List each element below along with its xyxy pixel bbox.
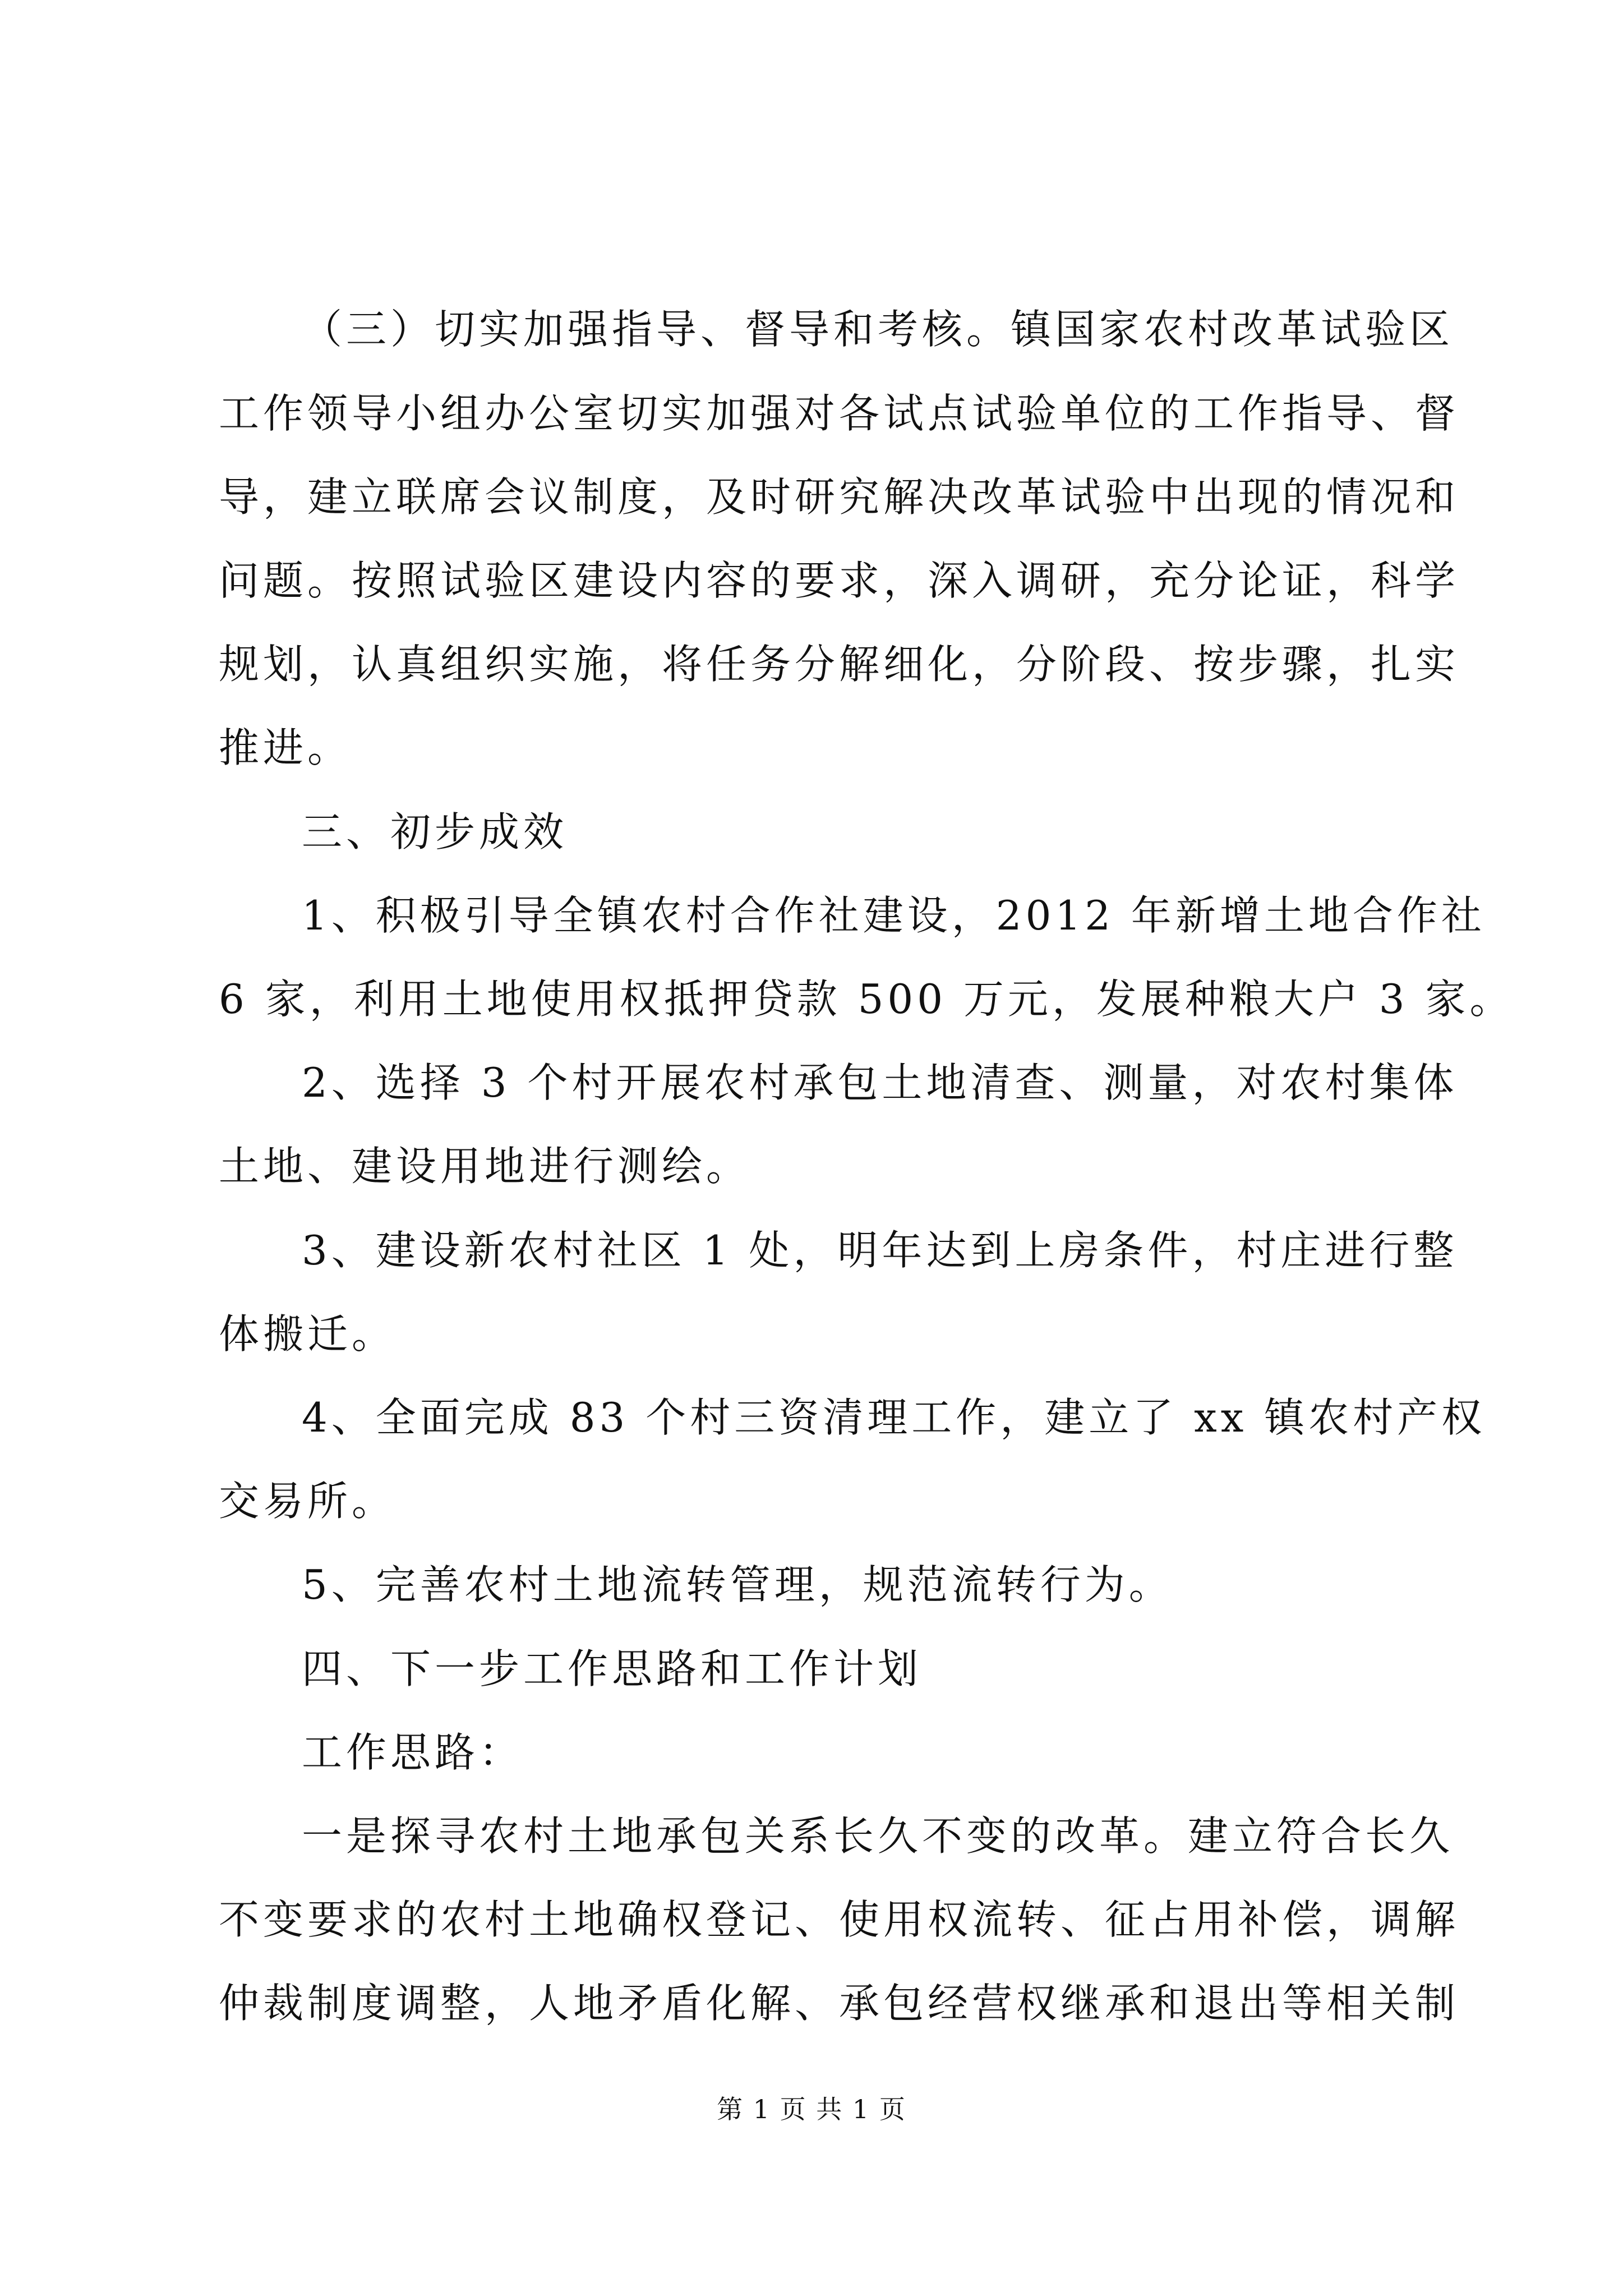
paragraph-line: 体搬迁。: [219, 1310, 396, 1358]
paragraph-line: 问题。按照试验区建设内容的要求，深入调研，充分论证，科学: [219, 557, 1460, 604]
paragraph-line: 6 家，利用土地使用权抵押贷款 500 万元，发展种粮大户 3 家。: [219, 976, 1514, 1023]
section-heading: 四、下一步工作思路和工作计划: [302, 1645, 923, 1692]
paragraph-line: 3、建设新农村社区 1 处，明年达到上房条件，村庄进行整: [302, 1227, 1458, 1274]
paragraph-line: 仲裁制度调整，人地矛盾化解、承包经营权继承和退出等相关制: [219, 1980, 1460, 2027]
paragraph-line: 土地、建设用地进行测绘。: [219, 1143, 751, 1190]
page-footer: 第 1 页 共 1 页: [717, 2094, 906, 2124]
paragraph-line: 5、完善农村土地流转管理，规范流转行为。: [302, 1561, 1173, 1608]
paragraph-line: 不变要求的农村土地确权登记、使用权流转、征占用补偿，调解: [219, 1896, 1460, 1943]
paragraph-line: 交易所。: [219, 1478, 396, 1525]
paragraph-line: 规划，认真组织实施，将任务分解细化，分阶段、按步骤，扎实: [219, 641, 1460, 688]
paragraph-line: 2、选择 3 个村开展农村承包土地清查、测量，对农村集体: [302, 1059, 1458, 1106]
paragraph-line: 4、全面完成 83 个村三资清理工作，建立了 xx 镇农村产权: [302, 1394, 1486, 1441]
paragraph-line: 导，建立联席会议制度，及时研究解决改革试验中出现的情况和: [219, 473, 1460, 521]
paragraph-line: （三）切实加强指导、督导和考核。镇国家农村改革试验区: [302, 306, 1454, 353]
subheading: 工作思路：: [302, 1729, 524, 1776]
paragraph-line: 推进。: [219, 724, 352, 771]
paragraph-line: 1、积极引导全镇农村合作社建设，2012 年新增土地合作社: [302, 892, 1486, 939]
paragraph-line: 工作领导小组办公室切实加强对各试点试验单位的工作指导、督: [219, 390, 1460, 437]
paragraph-line: 一是探寻农村土地承包关系长久不变的改革。建立符合长久: [302, 1812, 1454, 1860]
section-heading: 三、初步成效: [302, 808, 568, 855]
